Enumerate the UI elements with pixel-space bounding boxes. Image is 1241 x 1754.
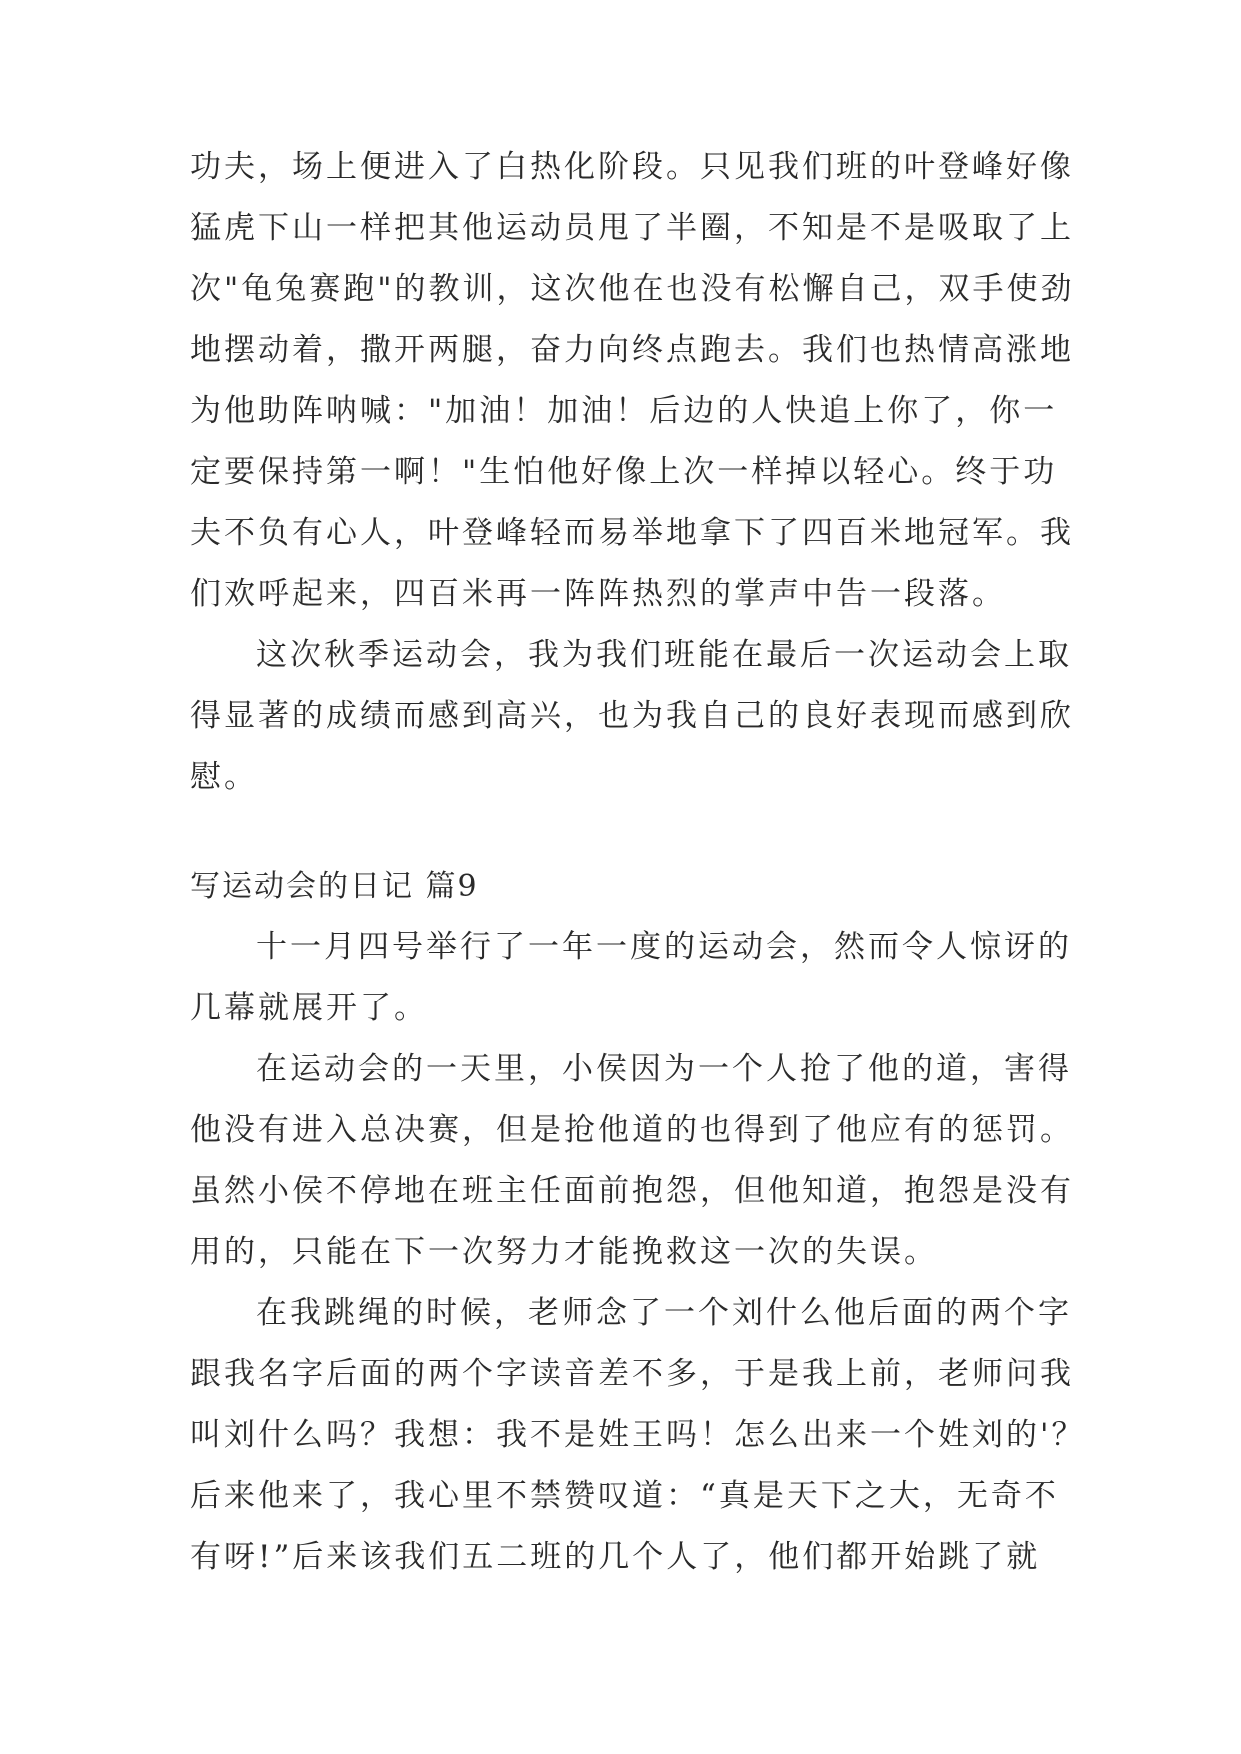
- text-line: 猛虎下山一样把其他运动员甩了半圈，不知是不是吸取了上: [190, 210, 1074, 246]
- section-previous-essay: [190, 137, 1075, 808]
- text-line: 次"龟兔赛跑"的教训，这次他在也没有松懈自己，双手使劲: [190, 271, 1075, 307]
- text-line: 用的，只能在下一次努力才能挽救这一次的失误。: [190, 1234, 938, 1270]
- paragraph: [190, 137, 1075, 625]
- text-line: 他没有进入总决赛，但是抢他道的也得到了他应有的惩罚。: [190, 1112, 1074, 1148]
- text-line: 功夫，场上便进入了白热化阶段。只见我们班的叶登峰好像: [190, 149, 1074, 185]
- text-line: 几幕就展开了。: [190, 990, 428, 1026]
- paragraph: [190, 625, 1074, 808]
- section-essay-9: [190, 917, 1086, 1588]
- text-line: 有呀!”后来该我们五二班的几个人了，他们都开始跳了就: [190, 1539, 1041, 1575]
- paragraph: [190, 1039, 1074, 1283]
- paragraph: [190, 1283, 1086, 1588]
- text-line: 十一月四号举行了一年一度的运动会，然而令人惊讶的: [256, 929, 1072, 965]
- text-line: 夫不负有心人，叶登峰轻而易举地拿下了四百米地冠军。我: [190, 515, 1074, 551]
- text-line: 跟我名字后面的两个字读音差不多，于是我上前，老师问我: [190, 1356, 1074, 1392]
- text-line: 这次秋季运动会，我为我们班能在最后一次运动会上取: [256, 637, 1072, 673]
- text-line: 在运动会的一天里，小侯因为一个人抢了他的道，害得: [256, 1051, 1072, 1087]
- essay-heading-block: [190, 856, 1070, 917]
- text-line: 慰。: [190, 759, 258, 795]
- text-line: 叫刘什么吗？我想：我不是姓王吗！怎么出来一个姓刘的'？: [190, 1417, 1086, 1453]
- text-line: 后来他来了，我心里不禁赞叹道：“真是天下之大，无奇不: [190, 1478, 1059, 1514]
- text-line: 定要保持第一啊！"生怕他好像上次一样掉以轻心。终于功: [190, 454, 1058, 490]
- text-line: 得显著的成绩而感到高兴，也为我自己的良好表现而感到欣: [190, 698, 1074, 734]
- paragraph: [190, 917, 1070, 1039]
- text-line: 在我跳绳的时候，老师念了一个刘什么他后面的两个字: [256, 1295, 1072, 1331]
- text-line: 为他助阵呐喊："加油！加油！后边的人快追上你了，你一: [190, 393, 1058, 429]
- text-line: 们欢呼起来，四百米再一阵阵热烈的掌声中告一段落。: [190, 576, 1006, 612]
- text-line: 虽然小侯不停地在班主任面前抱怨，但他知道，抱怨是没有: [190, 1173, 1074, 1209]
- essay-heading: 写运动会的日记 篇9: [190, 869, 479, 904]
- text-line: 地摆动着，撒开两腿，奋力向终点跑去。我们也热情高涨地: [190, 332, 1074, 368]
